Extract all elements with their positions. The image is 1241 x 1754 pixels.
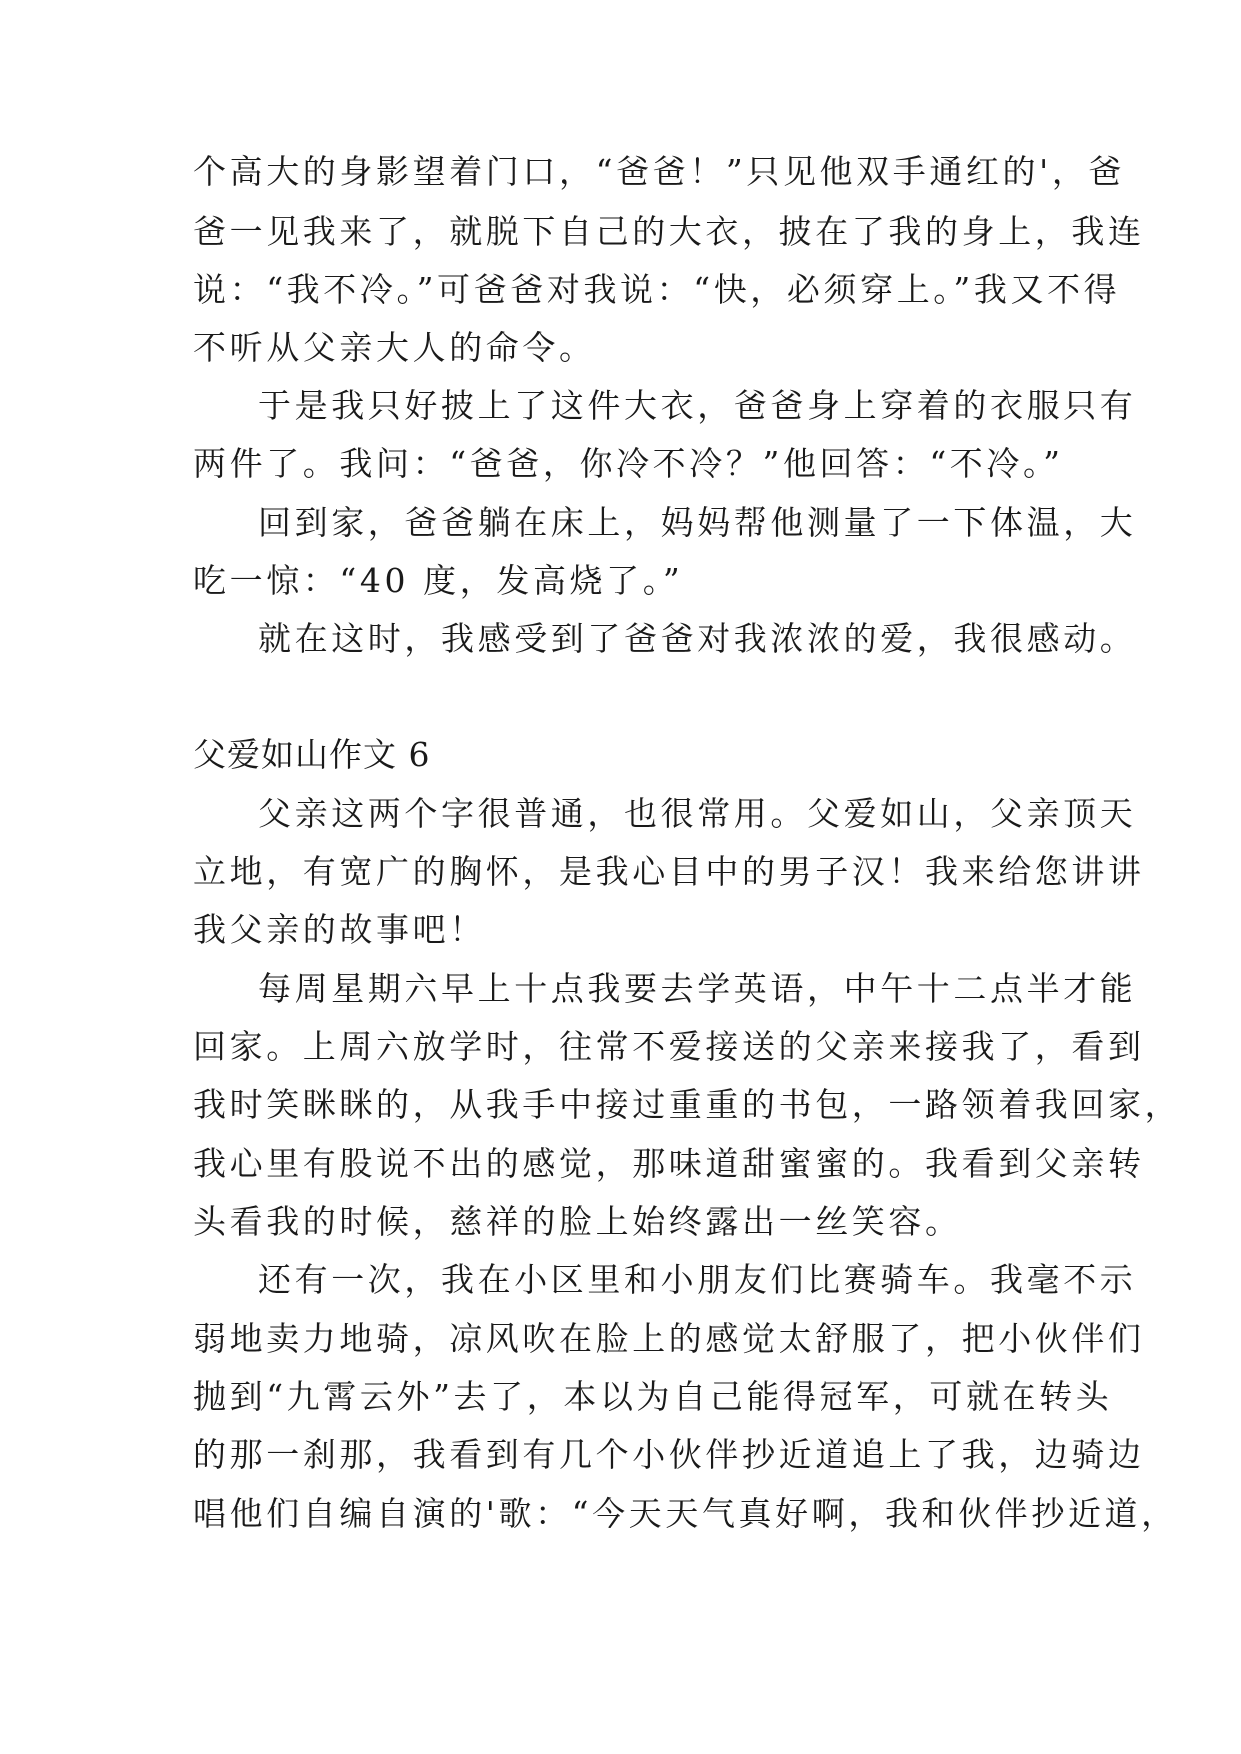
text-line: 还有一次，我在小区里和小朋友们比赛骑车。我毫不示 bbox=[258, 1260, 1137, 1299]
text-line: 两件了。我问：“爸爸，你冷不冷？”他回答：“不冷。” bbox=[193, 444, 1064, 483]
text-line: 每周星期六早上十点我要去学英语，中午十二点半才能 bbox=[258, 969, 1137, 1008]
text-line: 头看我的时候，慈祥的脸上始终露出一丝笑容。 bbox=[193, 1202, 962, 1241]
text-line: 于是我只好披上了这件大衣，爸爸身上穿着的衣服只有 bbox=[258, 386, 1137, 425]
text-line: 的那一刹那，我看到有几个小伙伴抄近道追上了我，边骑边 bbox=[193, 1435, 1145, 1474]
text-line: 唱他们自编自演的'歌：“今天天气真好啊，我和伙伴抄近道， bbox=[193, 1494, 1178, 1533]
text-line: 父亲这两个字很普通，也很常用。父爱如山，父亲顶天 bbox=[258, 794, 1137, 833]
section-title: 父爱如山作文 6 bbox=[193, 735, 431, 774]
text-line: 就在这时，我感受到了爸爸对我浓浓的爱，我很感动。 bbox=[258, 619, 1137, 658]
text-line: 我心里有股说不出的感觉，那味道甜蜜蜜的。我看到父亲转 bbox=[193, 1144, 1145, 1183]
text-line: 个高大的身影望着门口，“爸爸！”只见他双手通红的'，爸 bbox=[193, 152, 1126, 191]
text-line: 我父亲的故事吧！ bbox=[193, 910, 486, 949]
text-line: 弱地卖力地骑，凉风吹在脸上的感觉太舒服了，把小伙伴们 bbox=[193, 1319, 1145, 1358]
text-line: 我时笑眯眯的，从我手中接过重重的书包，一路领着我回家， bbox=[193, 1085, 1182, 1124]
text-line: 说：“我不冷。”可爸爸对我说：“快，必须穿上。”我又不得 bbox=[193, 270, 1121, 309]
text-line: 吃一惊：“40 度，发高烧了。” bbox=[193, 561, 684, 600]
text-line: 抛到“九霄云外”去了，本以为自己能得冠军，可就在转头 bbox=[193, 1377, 1113, 1416]
text-line: 不听从父亲大人的命令。 bbox=[193, 328, 596, 367]
text-line: 立地，有宽广的胸怀，是我心目中的男子汉！我来给您讲讲 bbox=[193, 852, 1145, 891]
text-line: 回到家，爸爸躺在床上，妈妈帮他测量了一下体温，大 bbox=[258, 503, 1137, 542]
text-line: 爸一见我来了，就脱下自己的大衣，披在了我的身上，我连 bbox=[193, 212, 1145, 251]
text-line: 回家。上周六放学时，往常不爱接送的父亲来接我了，看到 bbox=[193, 1027, 1145, 1066]
